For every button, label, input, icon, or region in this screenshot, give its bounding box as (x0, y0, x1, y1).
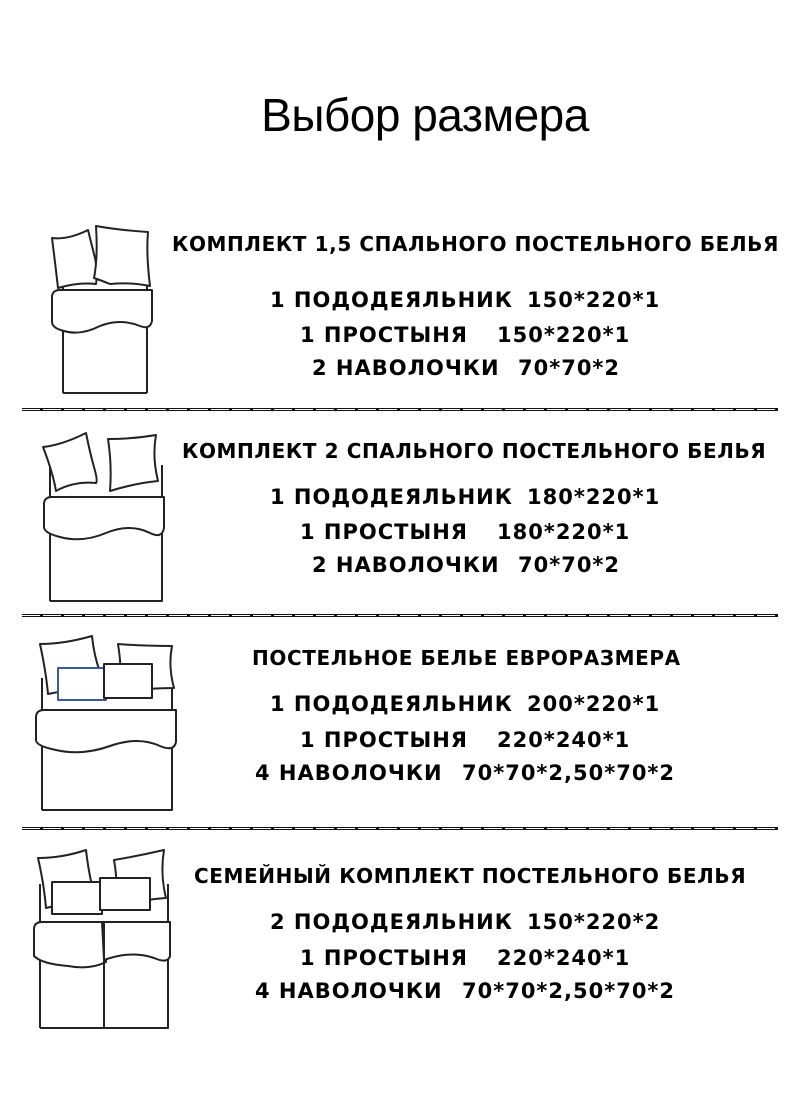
item-name: 2 НАВОЛОЧКИ (312, 553, 500, 577)
item-size: 150*220*1 (497, 323, 631, 347)
item-size: 180*220*1 (497, 520, 631, 544)
item-size: 70*70*2,50*70*2 (462, 979, 676, 1003)
item-name: 2 ПОДОДЕЯЛЬНИК (270, 910, 513, 934)
item-name: 1 ПРОСТЫНЯ (300, 946, 468, 970)
set-title: СЕМЕЙНЫЙ КОМПЛЕКТ ПОСТЕЛЬНОГО БЕЛЬЯ (194, 864, 747, 888)
set-title: ПОСТЕЛЬНОЕ БЕЛЬЕ ЕВРОРАЗМЕРА (252, 646, 681, 670)
item-name: 1 ПРОСТЫНЯ (300, 728, 468, 752)
double-bed-icon (38, 425, 172, 605)
section-divider (22, 613, 778, 619)
page-title: Выбор размера (261, 89, 589, 141)
item-name: 1 ПОДОДЕЯЛЬНИК (270, 485, 513, 509)
item-size: 150*220*2 (527, 910, 661, 934)
item-size: 70*70*2,50*70*2 (462, 761, 676, 785)
section-divider (22, 407, 778, 413)
item-name: 4 НАВОЛОЧКИ (255, 761, 443, 785)
single-bed-icon (40, 218, 160, 398)
item-size: 220*240*1 (497, 728, 631, 752)
item-name: 1 ПОДОДЕЯЛЬНИК (270, 692, 513, 716)
euro-bed-icon (30, 632, 180, 814)
item-size: 70*70*2 (518, 356, 621, 380)
item-name: 4 НАВОЛОЧКИ (255, 979, 443, 1003)
item-name: 1 ПРОСТЫНЯ (300, 520, 468, 544)
family-bed-icon (28, 844, 176, 1032)
item-size: 150*220*1 (527, 288, 661, 312)
item-name: 1 ПОДОДЕЯЛЬНИК (270, 288, 513, 312)
item-size: 220*240*1 (497, 946, 631, 970)
item-size: 180*220*1 (527, 485, 661, 509)
item-name: 1 ПРОСТЫНЯ (300, 323, 468, 347)
set-title: КОМПЛЕКТ 2 СПАЛЬНОГО ПОСТЕЛЬНОГО БЕЛЬЯ (182, 439, 767, 463)
section-divider (22, 826, 778, 832)
item-size: 200*220*1 (527, 692, 661, 716)
set-title: КОМПЛЕКТ 1,5 СПАЛЬНОГО ПОСТЕЛЬНОГО БЕЛЬЯ (172, 232, 779, 256)
item-name: 2 НАВОЛОЧКИ (312, 356, 500, 380)
item-size: 70*70*2 (518, 553, 621, 577)
